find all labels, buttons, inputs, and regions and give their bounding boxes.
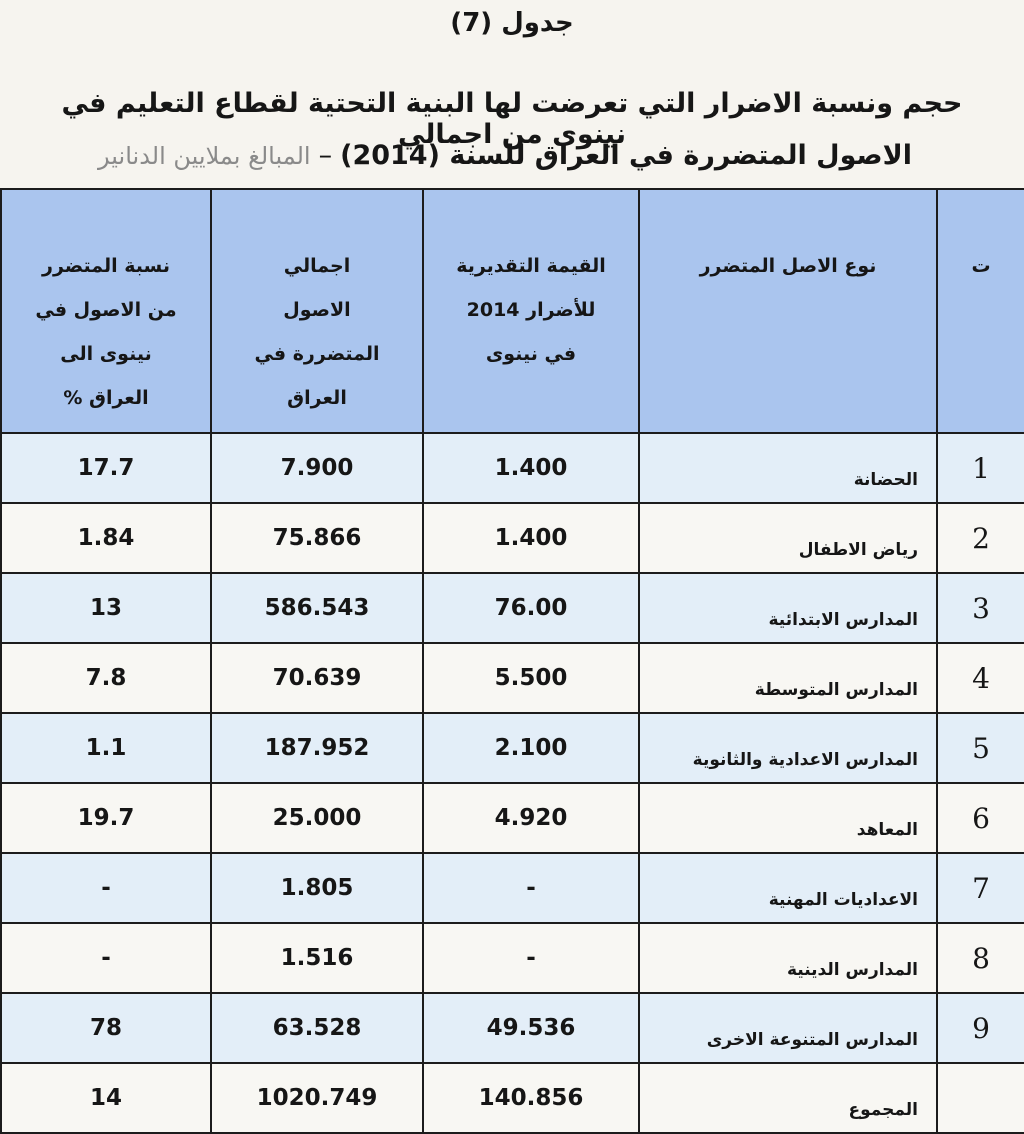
percentage-cell: 1.1 [1, 713, 211, 783]
estimated-value-cell: 140.856 [423, 1063, 639, 1133]
row-index-cell: 5 [937, 713, 1024, 783]
table-row [1, 503, 1024, 573]
iraq-total-cell: 7.900 [211, 433, 423, 503]
iraq-total-cell: 187.952 [211, 713, 423, 783]
header-row [1, 189, 1024, 433]
header-estimated-value: القيمة التقديرية للأضرار 2014 في نينوى [423, 189, 639, 433]
title-dash: – [318, 140, 333, 171]
iraq-total-cell: 1.805 [211, 853, 423, 923]
asset-name-cell: المدارس الابتدائية [639, 573, 937, 643]
percentage-cell: 13 [1, 573, 211, 643]
row-index-cell: 6 [937, 783, 1024, 853]
row-index-cell: 3 [937, 573, 1024, 643]
row-index-cell: 2 [937, 503, 1024, 573]
iraq-total-cell: 1.516 [211, 923, 423, 993]
estimated-value-cell: - [423, 853, 639, 923]
row-index-cell: 7 [937, 853, 1024, 923]
table-row [1, 853, 1024, 923]
estimated-value-cell: 4.920 [423, 783, 639, 853]
percentage-cell: 19.7 [1, 783, 211, 853]
iraq-total-cell: 70.639 [211, 643, 423, 713]
asset-name-cell: رياض الاطفال [639, 503, 937, 573]
table-row [1, 923, 1024, 993]
table-row [1, 433, 1024, 503]
iraq-total-cell: 1020.749 [211, 1063, 423, 1133]
header-index: ت [937, 189, 1024, 433]
estimated-value-cell: 1.400 [423, 433, 639, 503]
estimated-value-cell: 49.536 [423, 993, 639, 1063]
title-year-text: الاصول المتضررة في العراق للسنة (2014) [340, 140, 912, 171]
iraq-total-cell: 63.528 [211, 993, 423, 1063]
total-row [1, 1063, 1024, 1133]
asset-name-cell: المدارس المتنوعة الاخرى [639, 993, 937, 1063]
table-caption: جدول (7) [450, 8, 574, 38]
header-iraq-total: اجمالي الاصول المتضررة في العراق [211, 189, 423, 433]
percentage-cell: - [1, 853, 211, 923]
asset-name-cell: المجموع [639, 1063, 937, 1133]
row-index-cell [937, 1063, 1024, 1133]
row-index-cell: 8 [937, 923, 1024, 993]
table-row [1, 573, 1024, 643]
estimated-value-cell: - [423, 923, 639, 993]
asset-name-cell: المدارس الدينية [639, 923, 937, 993]
asset-name-cell: المعاهد [639, 783, 937, 853]
iraq-total-cell: 586.543 [211, 573, 423, 643]
header-asset-type: نوع الاصل المتضرر [639, 189, 937, 433]
table-row [1, 783, 1024, 853]
table-row [1, 643, 1024, 713]
row-index-cell: 9 [937, 993, 1024, 1063]
estimated-value-cell: 76.00 [423, 573, 639, 643]
row-index-cell: 4 [937, 643, 1024, 713]
asset-name-cell: الحضانة [639, 433, 937, 503]
asset-name-cell: المدارس المتوسطة [639, 643, 937, 713]
estimated-value-cell: 2.100 [423, 713, 639, 783]
title-units-note: المبالغ بملايين الدنانير [98, 142, 311, 170]
asset-name-cell: المدارس الاعدادية والثانوية [639, 713, 937, 783]
percentage-cell: 78 [1, 993, 211, 1063]
percentage-cell: 17.7 [1, 433, 211, 503]
row-index-cell: 1 [937, 433, 1024, 503]
percentage-cell: 7.8 [1, 643, 211, 713]
table-title-line-2 [12, 140, 912, 171]
iraq-total-cell: 75.866 [211, 503, 423, 573]
table-title-line-1: حجم ونسبة الاضرار التي تعرضت لها البنية التحتية لقطاع التعليم في نينوى من اجمالي [61, 88, 963, 150]
table-row [1, 713, 1024, 783]
table-row [1, 993, 1024, 1063]
percentage-cell: 14 [1, 1063, 211, 1133]
header-percentage: نسبة المتضرر من الاصول في نينوى الى العراق % [1, 189, 211, 433]
estimated-value-cell: 5.500 [423, 643, 639, 713]
iraq-total-cell: 25.000 [211, 783, 423, 853]
asset-name-cell: الاعداديات المهنية [639, 853, 937, 923]
percentage-cell: 1.84 [1, 503, 211, 573]
estimated-value-cell: 1.400 [423, 503, 639, 573]
percentage-cell: - [1, 923, 211, 993]
damage-table [0, 188, 1024, 1134]
